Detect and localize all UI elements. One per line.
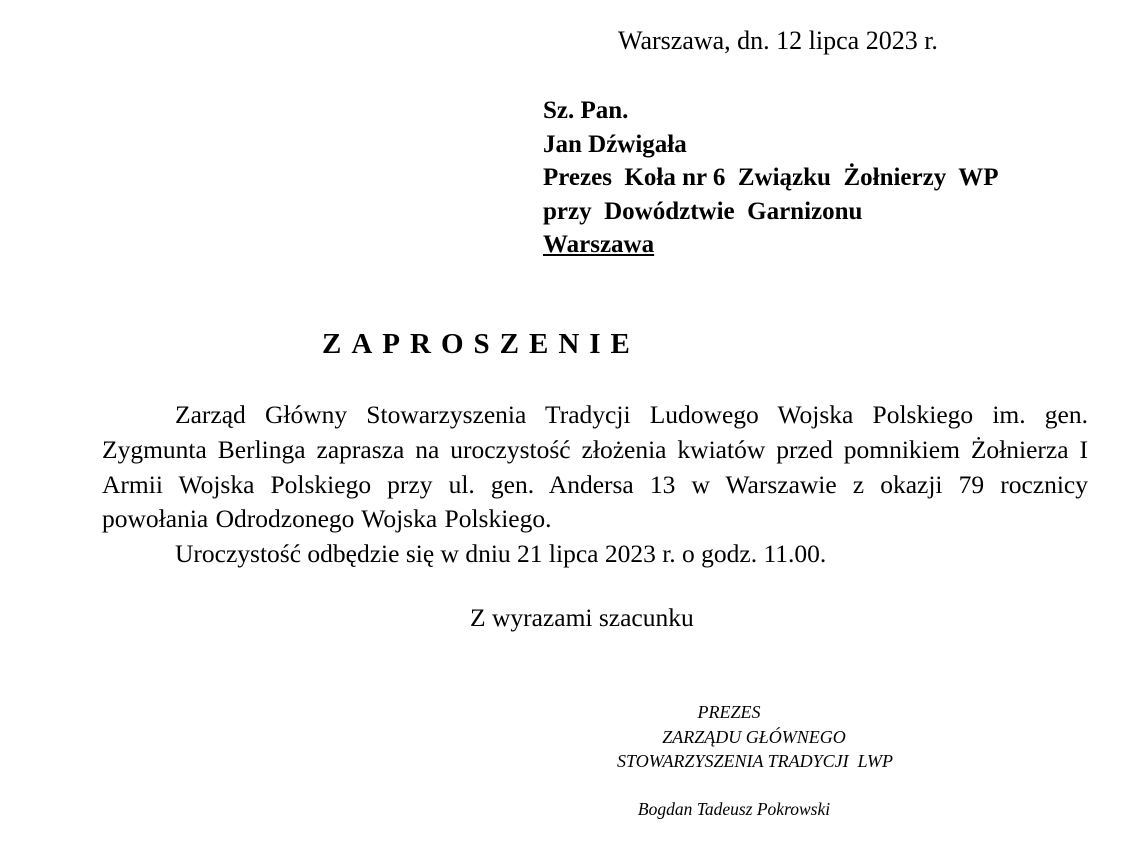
signature-title: PREZES (697, 702, 761, 722)
addressee-name: Jan Dźwigała (543, 130, 687, 158)
signature-board: ZARZĄDU GŁÓWNEGO (662, 726, 846, 747)
addressee-position: Prezes Koła nr 6 Związku Żołnierzy WP (543, 164, 999, 191)
signature-organization: STOWARZYSZENIA TRADYCJI LWP (617, 751, 893, 771)
body-paragraph-invitation: Zarząd Główny Stowarzyszenia Tradycji Ludowego Wojska Polskiego im. gen. Zygmunta Berlinga zaprasza na uroczystość złożenia kwiatów przed pomnikiem Żołnierza I Armii Wojska Polskiego przy ul. gen. Andersa 13 w Warszawie z okazji 79 rocznicy powołania Odrodzonego Wojska Polskiego. (102, 400, 1088, 534)
body-paragraph-time: Uroczystość odbędzie się w dniu 21 lipca 2023 r. o godz. 11.00. (175, 539, 827, 569)
addressee-block (543, 94, 999, 262)
addressee-salutation: Sz. Pan. (543, 97, 629, 124)
signature-name: Bogdan Tadeusz Pokrowski (637, 798, 831, 819)
date-line: Warszawa, dn. 12 lipca 2023 r. (618, 26, 938, 55)
document-heading: ZAPROSZENIE (322, 328, 640, 360)
letter-body (102, 398, 1088, 572)
addressee-city: Warszawa (543, 231, 655, 258)
signature-block (565, 700, 945, 821)
closing-phrase: Z wyrazami szacunku (470, 603, 694, 632)
addressee-unit: przy Dowództwie Garnizonu (543, 197, 863, 225)
